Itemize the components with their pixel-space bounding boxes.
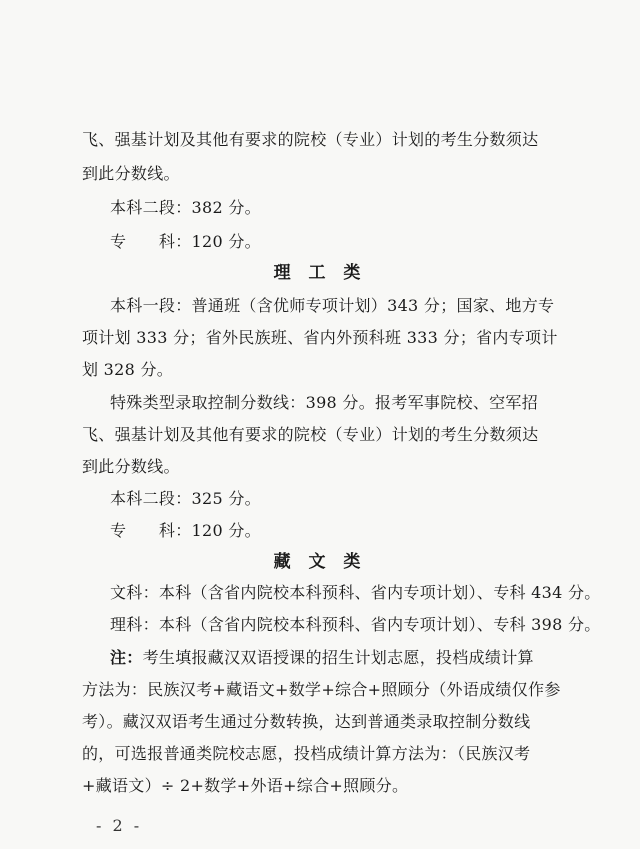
section-heading: 理 工 类 (273, 263, 367, 283)
text-line: +藏语文）÷ 2+数学+外语+综合+照顾分。 (82, 776, 409, 795)
text-line: 本科二段：382 分。 (110, 198, 261, 217)
text-line: 本科一段：普通班（含优师专项计划）343 分；国家、地方专 (110, 296, 555, 315)
text-line: 理科：本科（含省内院校本科预科、省内专项计划）、专科 398 分。 (110, 615, 601, 634)
text-line: 本科二段：325 分。 (110, 489, 261, 508)
text-line: 专 科：120 分。 (110, 232, 261, 251)
text-line: 划 328 分。 (82, 360, 174, 379)
text-line: 考）。藏汉双语考生通过分数转换，达到普通类录取控制分数线 (82, 712, 531, 731)
text-line: 飞、强基计划及其他有要求的院校（专业）计划的考生分数须达 (82, 425, 539, 444)
text-line: 专 科：120 分。 (110, 521, 261, 540)
note-label: 注： (110, 648, 143, 667)
text-line: 到此分数线。 (82, 164, 180, 183)
text-line (110, 648, 534, 668)
note-text: 考生填报藏汉双语授课的招生计划志愿，投档成绩计算 (142, 648, 534, 667)
text-line: 到此分数线。 (82, 457, 180, 476)
text-line: 方法为：民族汉考+藏语文+数学+综合+照顾分（外语成绩仅作参 (82, 680, 561, 699)
text-line: 特殊类型录取控制分数线：398 分。报考军事院校、空军招 (110, 393, 539, 412)
section-heading: 藏 文 类 (273, 552, 367, 572)
text-line: 的，可选报普通类院校志愿，投档成绩计算方法为：（民族汉考 (82, 744, 531, 763)
text-line: 飞、强基计划及其他有要求的院校（专业）计划的考生分数须达 (82, 130, 539, 149)
text-line: 项计划 333 分；省外民族班、省内外预科班 333 分；省内专项计 (82, 328, 558, 347)
text-line: 文科：本科（含省内院校本科预科、省内专项计划）、专科 434 分。 (110, 583, 601, 602)
page-number: - 2 - (96, 816, 143, 835)
